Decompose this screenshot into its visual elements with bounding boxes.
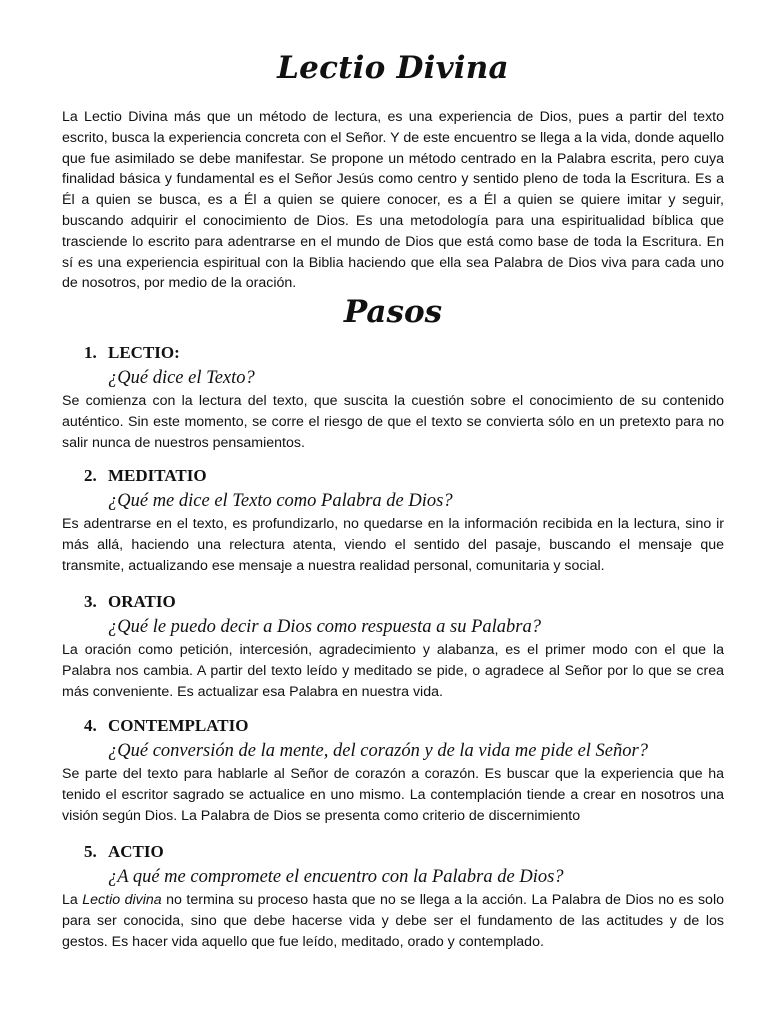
step-question: ¿A qué me compromete el encuentro con la Palabra de Dios? <box>108 867 564 887</box>
step-number: 4. <box>84 716 97 735</box>
step-heading <box>62 341 724 365</box>
step-lectio <box>62 341 724 453</box>
step-name: ACTIO <box>108 842 164 861</box>
step-heading <box>62 714 724 738</box>
section-title-pasos: Pasos <box>343 294 443 330</box>
step-heading <box>62 840 724 864</box>
step-number: 1. <box>84 343 97 362</box>
step-body-prefix: La <box>62 892 83 908</box>
step-body: Se parte del texto para hablarle al Señor de corazón a corazón. Es buscar que la experiencia que ha tenido el escritor sagrado se actualice en uno mismo. La contemplación tiende a crear en nosotros una visión según Dios. La Palabra de Dios se presenta como criterio de discernimiento <box>62 766 724 824</box>
step-body-rest: no termina su proceso hasta que no se llega a la acción. La Palabra de Dios no es solo para ser conocida, sino que debe hacerse vida y debe ser el fundamento de las actitudes y de los gestos. Es hacer vida aquello que fue leído, meditado, orado y contemplado. <box>62 892 724 950</box>
step-body-emphasis: Lectio divina <box>82 892 162 908</box>
step-name: LECTIO: <box>108 343 180 362</box>
page-title: Lectio Divina <box>277 50 509 86</box>
step-question: ¿Qué le puedo decir a Dios como respuesta a su Palabra? <box>108 617 541 637</box>
step-name: ORATIO <box>108 592 176 611</box>
step-contemplatio <box>62 714 724 826</box>
step-name: MEDITATIO <box>108 466 207 485</box>
step-number: 5. <box>84 842 97 861</box>
step-number: 2. <box>84 466 97 485</box>
step-name: CONTEMPLATIO <box>108 716 249 735</box>
step-body: La oración como petición, intercesión, agradecimiento y alabanza, es el primer modo con el que la Palabra nos cambia. A partir del texto leído y meditado se pide, o agradece al Señor por lo que se crea más conveniente. Es actualizar esa Palabra en nuestra vida. <box>62 642 724 700</box>
step-heading <box>62 590 724 614</box>
step-body: Se comienza con la lectura del texto, que suscita la cuestión sobre el conocimiento de su contenido auténtico. Sin este momento, se corre el riesgo de que el texto se convierta sólo en un pretexto para no salir nunca de nuestros pensamientos. <box>62 393 724 451</box>
step-question: ¿Qué me dice el Texto como Palabra de Dios? <box>108 491 453 511</box>
step-number: 3. <box>84 592 97 611</box>
step-meditatio <box>62 464 724 576</box>
step-actio <box>62 840 724 952</box>
step-body: Es adentrarse en el texto, es profundizarlo, no quedarse en la información recibida en la lectura, sino ir más allá, haciendo una relectura atenta, viendo el sentido del pasaje, buscando el mensaje que transmite, actualizando ese mensaje a nuestra realidad personal, comunitaria y social. <box>62 516 724 574</box>
intro-paragraph: La Lectio Divina más que un método de lectura, es una experiencia de Dios, pues a partir del texto escrito, busca la experiencia concreta con el Señor. Y de este encuentro se llega a la vida, donde aquello que fue asimilado se debe manifestar. Se propone un método centrado en la Palabra escrita, pero cuya finalidad básica y fundamental es el Señor Jesús como centro y sentido pleno de toda la Escritura. Es a Él a quien se busca, es a Él a quien se quiere conocer, es a Él a quien se quiere imitar y seguir, buscando adquirir el conocimiento de Dios. Es una metodología para una espiritualidad bíblica que trasciende lo escrito para adentrarse en el mundo de Dios que está como base de toda la Escritura. En sí es una experiencia espiritual con la Biblia haciendo que ella sea Palabra de Dios viva para cada uno de nosotros, por medio de la oración. <box>62 109 724 292</box>
step-question: ¿Qué conversión de la mente, del corazón y de la vida me pide el Señor? <box>108 741 648 761</box>
step-question: ¿Qué dice el Texto? <box>108 368 255 388</box>
step-heading <box>62 464 724 488</box>
step-body <box>62 890 724 952</box>
step-oratio <box>62 590 724 702</box>
